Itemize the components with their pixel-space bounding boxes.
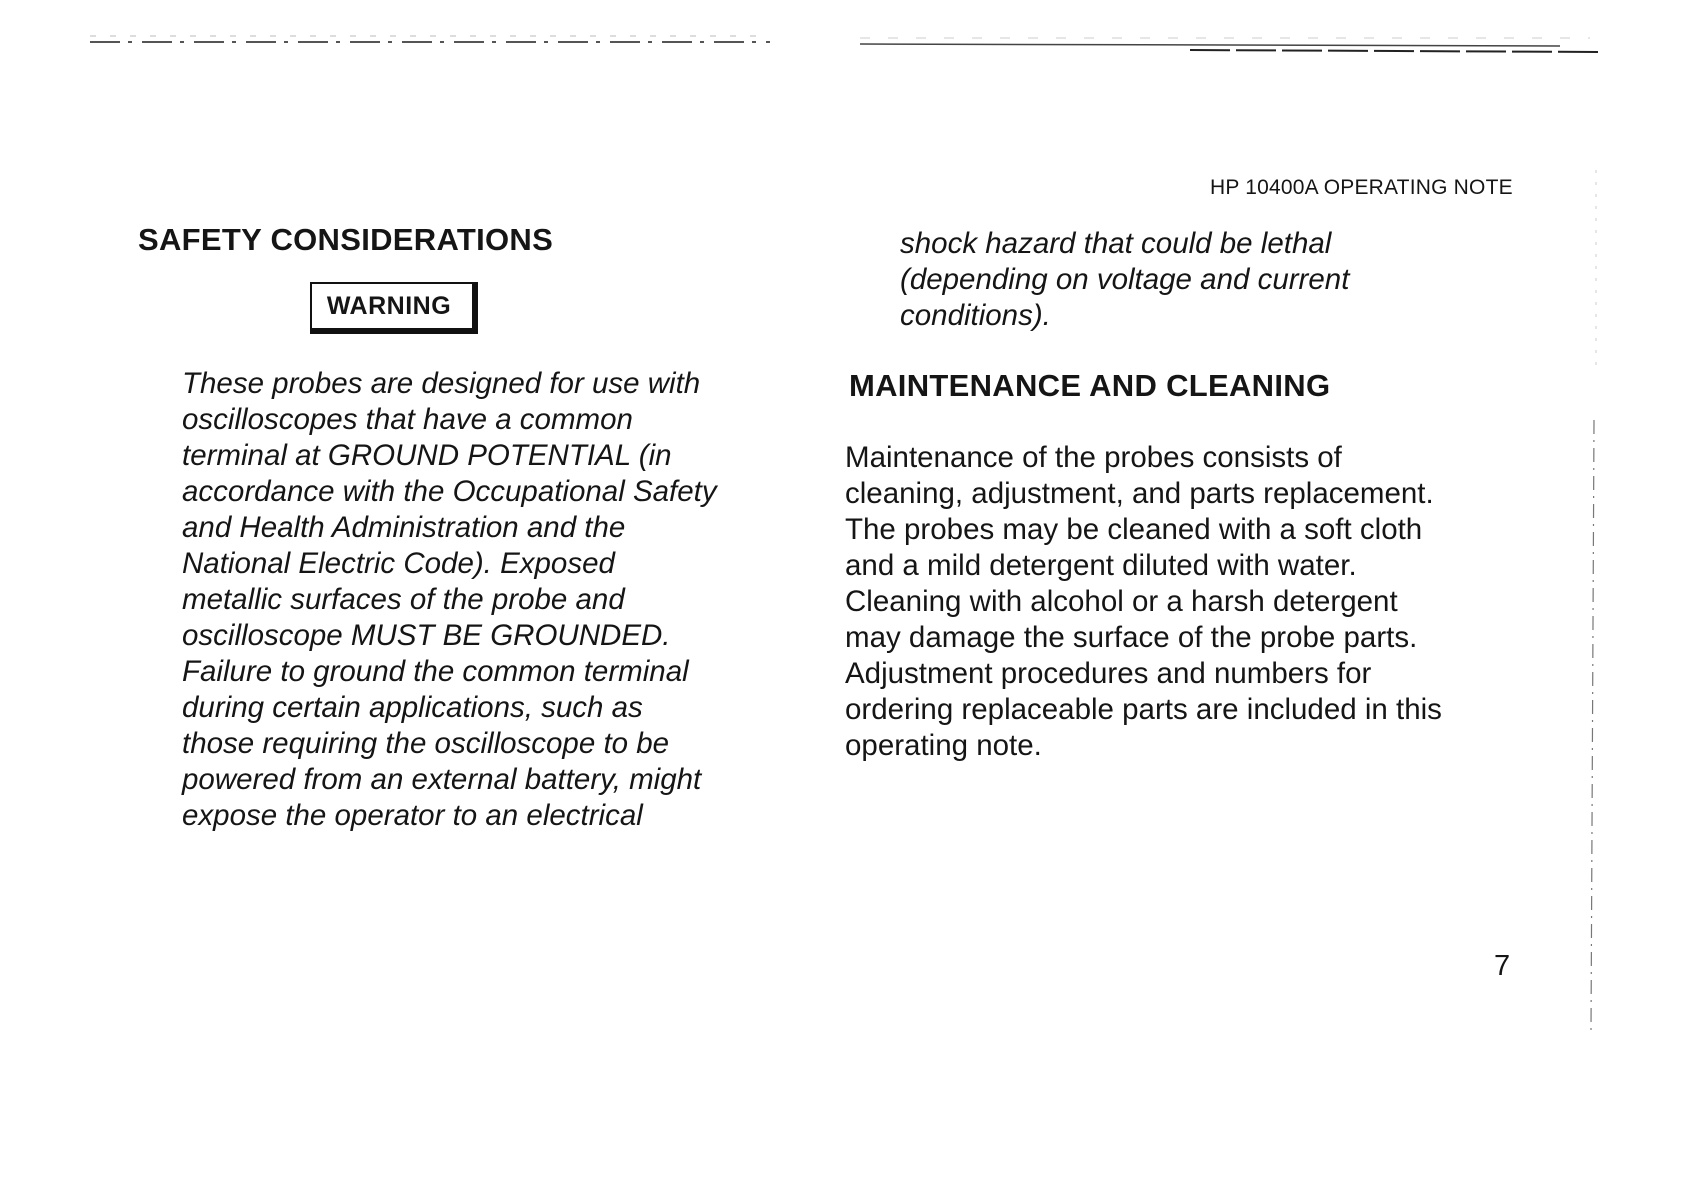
running-header: HP 10400A OPERATING NOTE	[1210, 176, 1513, 199]
warning-line: National Electric Code). Exposed	[182, 547, 615, 580]
warning-line: Failure to ground the common terminal	[182, 655, 689, 688]
warning-line: terminal at GROUND POTENTIAL (in	[182, 439, 672, 472]
warning-label-box	[310, 282, 478, 334]
warning-text-continued	[900, 226, 1349, 334]
maintenance-line: Maintenance of the probes consists of	[845, 441, 1342, 474]
scan-edge-artifact-right	[1588, 170, 1598, 1030]
warning-line: during certain applications, such as	[182, 691, 643, 724]
maintenance-line: ordering replaceable parts are included in this	[845, 693, 1442, 726]
warning-line: those requiring the oscilloscope to be	[182, 727, 670, 760]
maintenance-heading: MAINTENANCE AND CLEANING	[849, 368, 1331, 403]
maintenance-text	[845, 440, 1442, 764]
maintenance-line: and a mild detergent diluted with water.	[845, 549, 1357, 582]
warning-label: WARNING	[326, 291, 452, 320]
warning-continued-line: conditions).	[900, 299, 1051, 332]
warning-continued-line: (depending on voltage and current	[900, 263, 1350, 296]
warning-line: oscilloscope MUST BE GROUNDED.	[182, 619, 671, 652]
maintenance-line: may damage the surface of the probe parts.	[845, 621, 1418, 654]
warning-line: These probes are designed for use with	[182, 367, 701, 400]
safety-heading: SAFETY CONSIDERATIONS	[138, 222, 554, 257]
warning-text	[182, 366, 717, 834]
maintenance-line: The probes may be cleaned with a soft cloth	[845, 513, 1423, 546]
warning-line: powered from an external battery, might	[182, 763, 702, 796]
warning-line: accordance with the Occupational Safety	[182, 475, 717, 508]
scan-edge-artifact-top	[90, 30, 1600, 56]
maintenance-line: Cleaning with alcohol or a harsh detergent	[845, 585, 1398, 618]
warning-continued-line: shock hazard that could be lethal	[900, 227, 1332, 260]
warning-line: oscilloscopes that have a common	[182, 403, 633, 436]
warning-line: metallic surfaces of the probe and	[182, 583, 625, 616]
maintenance-line: operating note.	[845, 729, 1042, 762]
maintenance-line: cleaning, adjustment, and parts replacement.	[845, 477, 1434, 510]
warning-line: expose the operator to an electrical	[182, 799, 643, 832]
warning-line: and Health Administration and the	[182, 511, 626, 544]
maintenance-line: Adjustment procedures and numbers for	[845, 657, 1372, 690]
page-number: 7	[1494, 950, 1511, 982]
